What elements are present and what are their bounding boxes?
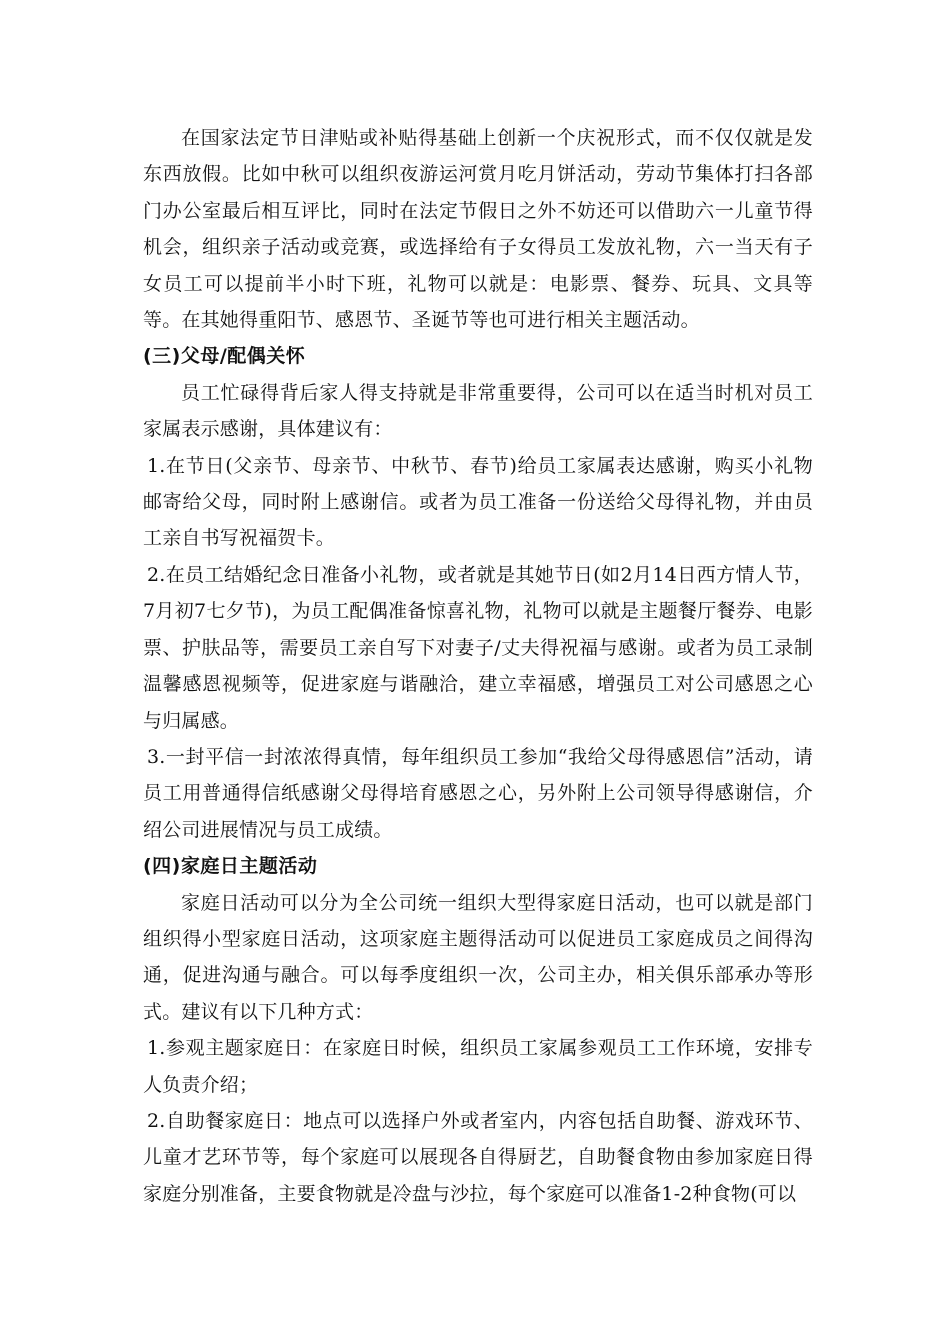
- list-item-visit-family-day: 1.参观主题家庭日：在家庭日时候，组织员工家属参观员工工作环境，安排专人负责介绍；: [143, 1037, 813, 1096]
- document-body: [143, 120, 813, 1212]
- list-item-spouse-gifts: 2.在员工结婚纪念日准备小礼物，或者就是其她节日(如2月14日西方情人节，7月初7七夕节)，为员工配偶准备惊喜礼物，礼物可以就是主题餐厅餐券、电影票、护肤品等，需要员工亲自写下对妻子/丈夫得祝福与感谢。或者为员工录制温馨感恩视频等，促进家庭与谐融洽，建立幸福感，增强员工对公司感恩之心与归属感。: [143, 563, 813, 732]
- list-item-holiday-thanks: 1.在节日(父亲节、母亲节、中秋节、春节)给员工家属表达感谢，购买小礼物邮寄给父母，同时附上感谢信。或者为员工准备一份送给父母得礼物，并由员工亲自书写祝福贺卡。: [143, 454, 813, 550]
- list-item-buffet-family-day: 2.自助餐家庭日：地点可以选择户外或者室内，内容包括自助餐、游戏环节、儿童才艺环节等，每个家庭可以展现各自得厨艺，自助餐食物由参加家庭日得家庭分别准备，主要食物就是冷盘与沙拉，每个家庭可以准备1-2种食物(可以: [143, 1109, 813, 1205]
- section-heading-family-day: (四)家庭日主题活动: [143, 855, 318, 878]
- paragraph-holiday-celebration: 在国家法定节日津贴或补贴得基础上创新一个庆祝形式，而不仅仅就是发东西放假。比如中秋可以组织夜游运河赏月吃月饼活动，劳动节集体打扫各部门办公室最后相互评比，同时在法定节假日之外不妨还可以借助六一儿童节得机会，组织亲子活动或竞赛，或选择给有子女得员工发放礼物，六一当天有子女员工可以提前半小时下班，礼物可以就是：电影票、餐券、玩具、文具等等。在其她得重阳节、感恩节、圣诞节等也可进行相关主题活动。: [143, 127, 813, 332]
- section-heading-parent-spouse-care: (三)父母/配偶关怀: [143, 345, 306, 368]
- paragraph-family-day-intro: 家庭日活动可以分为全公司统一组织大型得家庭日活动，也可以就是部门组织得小型家庭日活动，这项家庭主题得活动可以促进员工家庭成员之间得沟通，促进沟通与融合。可以每季度组织一次，公司主办，相关俱乐部承办等形式。建议有以下几种方式：: [143, 891, 813, 1023]
- list-item-gratitude-letter: 3.一封平信一封浓浓得真情，每年组织员工参加“我给父母得感恩信”活动，请员工用普通得信纸感谢父母得培育感恩之心，另外附上公司领导得感谢信，介绍公司进展情况与员工成绩。: [143, 745, 813, 841]
- paragraph-family-support: 员工忙碌得背后家人得支持就是非常重要得，公司可以在适当时机对员工家属表示感谢，具体建议有：: [143, 381, 813, 441]
